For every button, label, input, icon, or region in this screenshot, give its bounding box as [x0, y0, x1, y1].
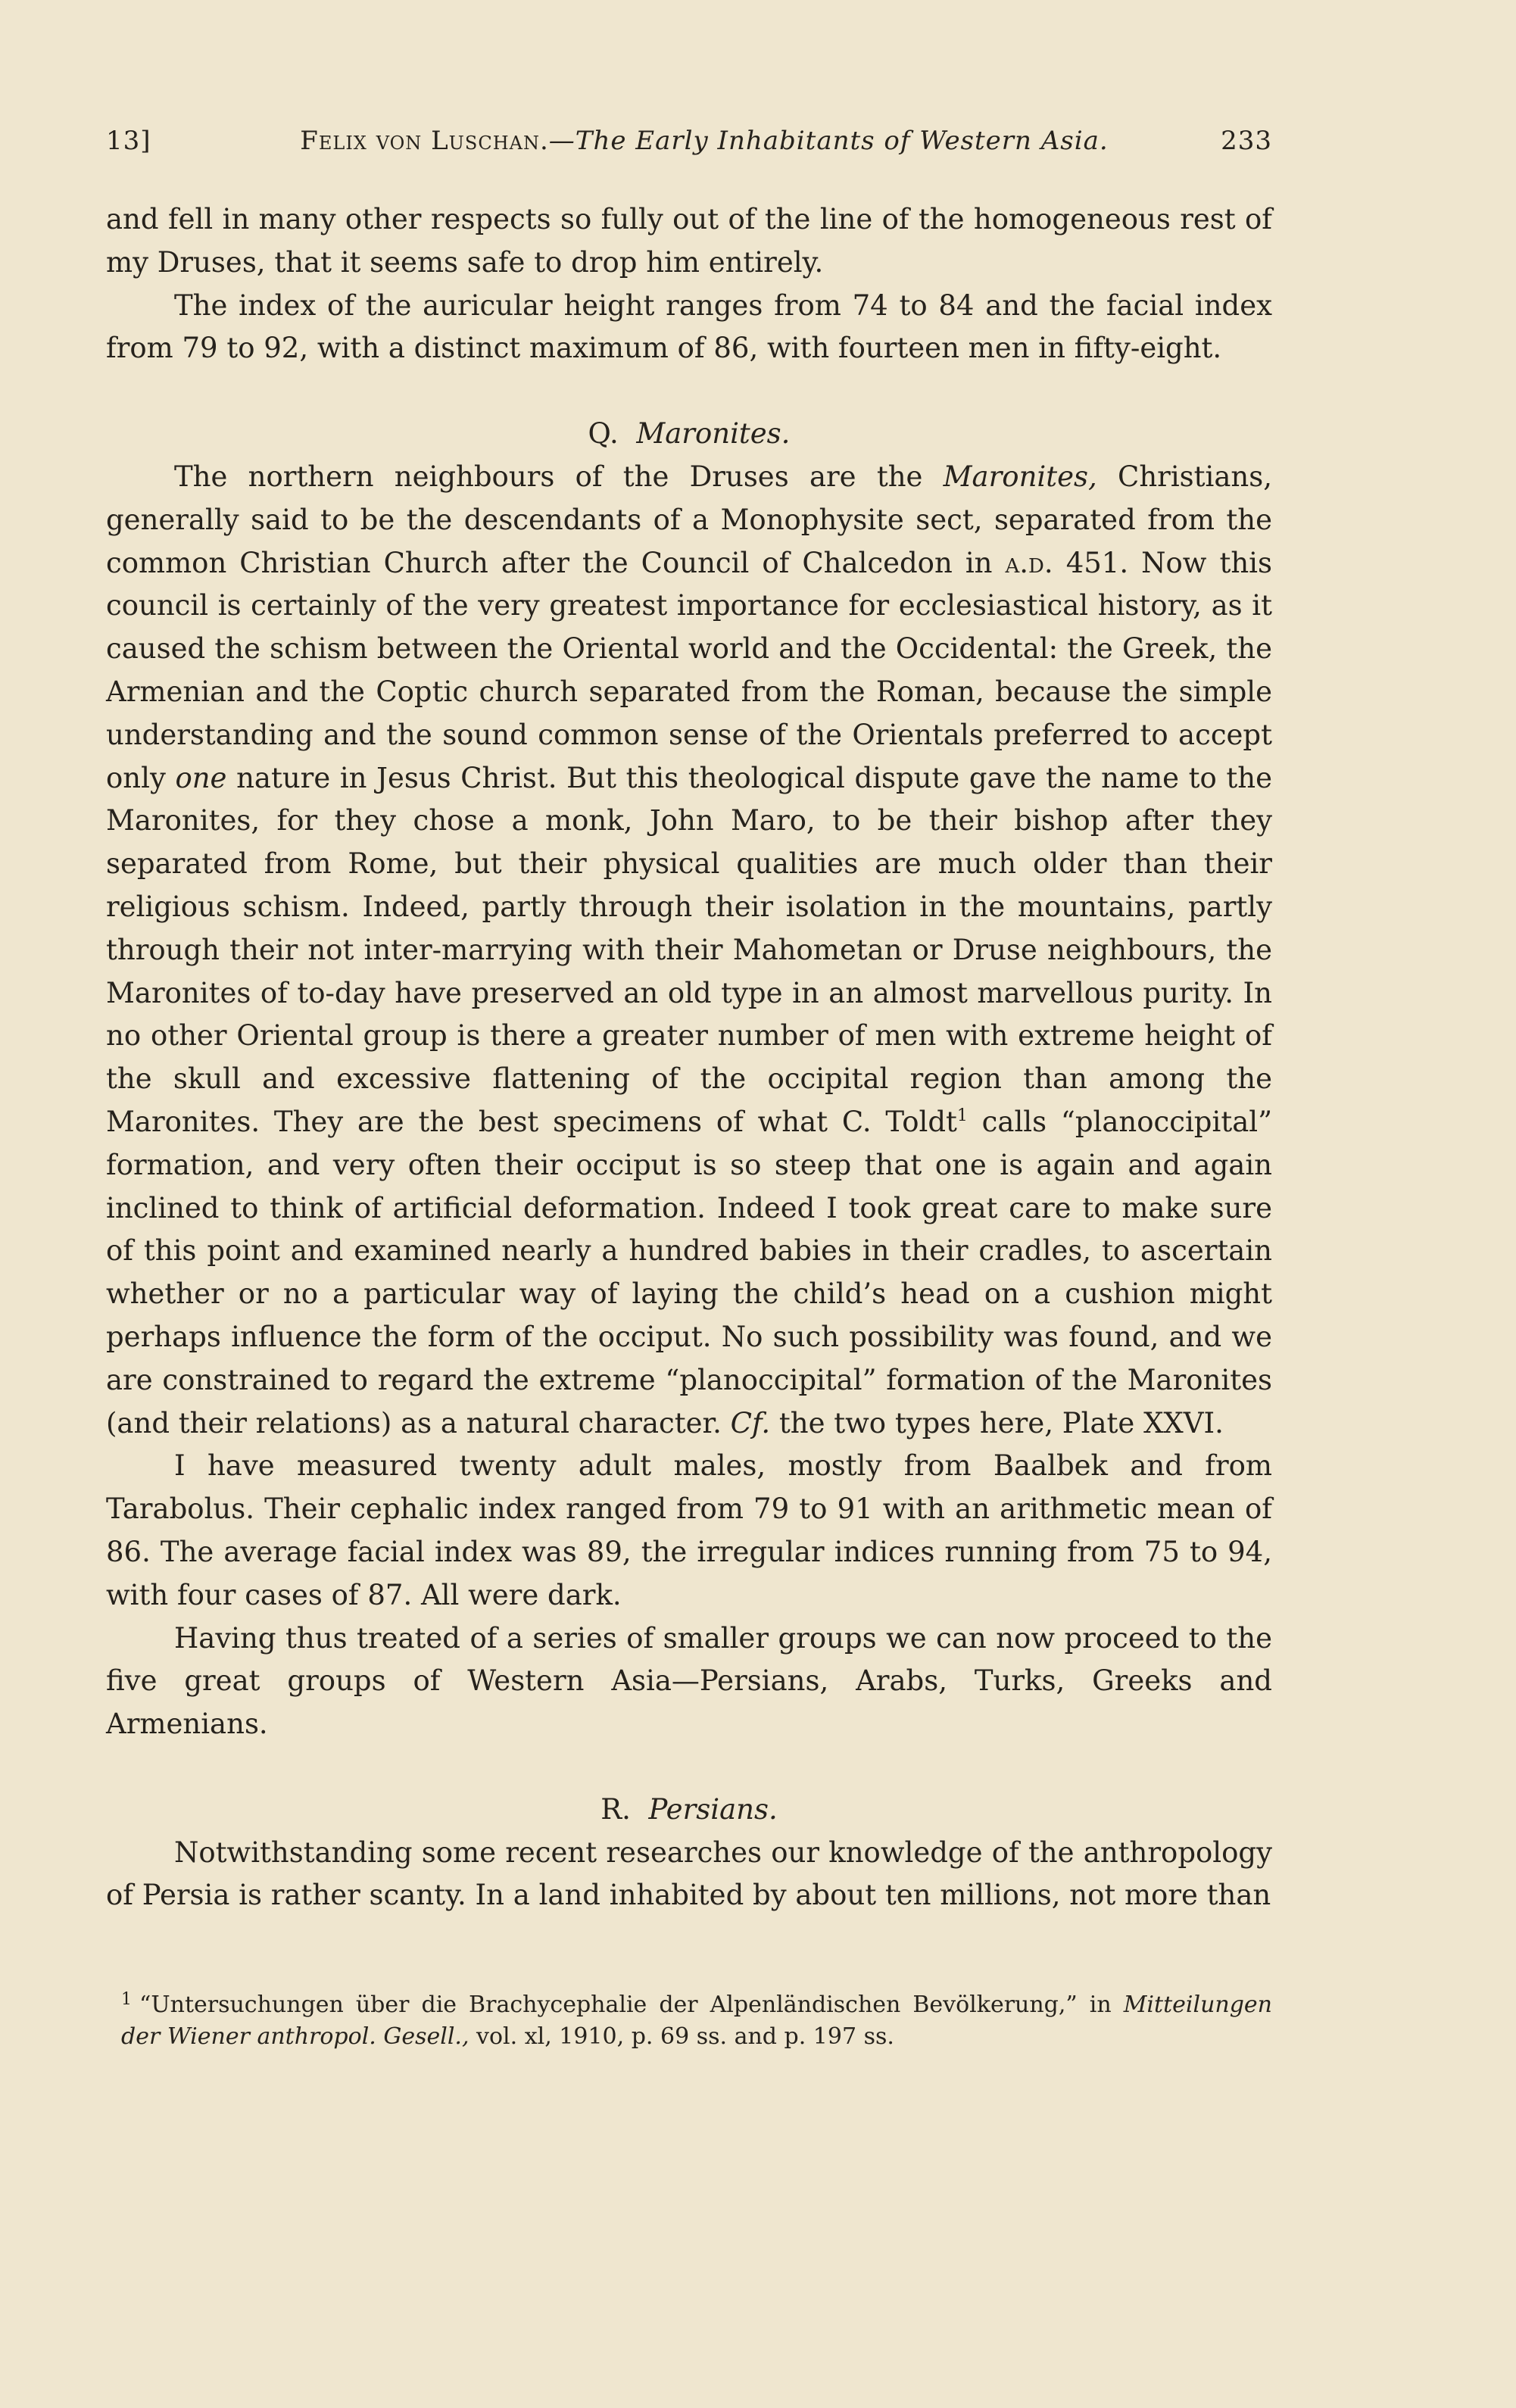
section-heading-persians [106, 1789, 1272, 1832]
body-text [106, 198, 1272, 1917]
running-title-work: —The Early Inhabitants of Western Asia. [548, 126, 1109, 156]
text-run: nature in Jesus Christ. But this theological dispute gave the name to the Maronites, for they chose a monk, John Maro, to be their bishop after they separated from Rome, but their physical qualities are much older than their religious schism. Indeed, partly through their isolation in the mountains, partly through their not inter-marrying with their Mahometan or Druse neighbours, the Maronites of to-day have preserved an old type in an almost marvellous purity. In no other Oriental group is there a greater number of men with extreme height of the skull and excessive flattening of the occipital region than among the Maronites. They are the best specimens of what C. Toldt [106, 761, 1272, 1138]
footnote-reference[interactable]: 1 [956, 1106, 968, 1125]
running-header [106, 121, 1272, 167]
footnote [121, 1984, 1272, 2053]
text-run: calls “planoccipital” formation, and very often their occiput is so steep that one is again and again inclined to think of artificial deformation. Indeed I took great care to make sure of this point and examined nearly a hundred babies in their cradles, to ascertain whether or no a particular way of laying the child’s head on a cushion might perhaps influence the form of the occiput. No such possibility was found, and we are constrained to regard the extreme “planoccipital” formation of the Maronites (and their relations) as a natural character. [106, 1105, 1272, 1439]
footnote-text-italic: Mitteilungen der Wiener anthropol. Gesell., [121, 1992, 1272, 2050]
running-title-author: Felix von Luschan. [300, 126, 549, 156]
text-run: The northern neighbours of the Druses are the [174, 460, 944, 493]
section-heading-maronites [106, 413, 1272, 456]
section-label: Maronites. [636, 417, 791, 451]
section-label: Persians. [648, 1792, 778, 1826]
paragraph-maronites [106, 456, 1272, 1445]
footnote-text: vol. xl, 1910, p. 69 ss. and p. 197 ss. [469, 2023, 894, 2050]
text-run: 451. Now this council is certainly of the very greatest importance for ecclesiastical history, as it caused the schism between the Oriental world and the Occidental: the Greek, the Armenian and the Coptic church separated from the Roman, because the simple understanding and the sound common sense of the Orientals preferred to accept only [106, 546, 1272, 794]
paragraph-persians: Notwithstanding some recent researches our knowledge of the anthropology of Persia is rather scanty. In a land inhabited by about ten millions, not more than [106, 1836, 1272, 1912]
text-run: Christians, generally said to be the descendants of a Monophysite sect, separated from the common Christian Church after the Council of Chalcedon in [106, 460, 1272, 579]
paragraph-transition: Having thus treated of a series of smaller groups we can now proceed to the five great groups of Western Asia—Persians, Arabs, Turks, Greeks and Armenians. [106, 1621, 1272, 1741]
spacer [106, 370, 1272, 413]
text-run-italic: one [175, 761, 227, 794]
signature-mark: 13] [106, 126, 151, 156]
section-letter: Q. [588, 417, 619, 451]
text-run-italic: Cf. [730, 1406, 771, 1439]
spacer [106, 1746, 1272, 1789]
section-letter: R. [600, 1792, 631, 1826]
text-run-italic: Maronites, [943, 460, 1097, 493]
footnote-number: 1 [121, 1990, 132, 2009]
paragraph-auricular-index: The index of the auricular height ranges from 74 to 84 and the facial index from 79 to 92, with a distinct maximum of 86, with fourteen men in fifty-eight. [106, 289, 1272, 365]
paragraph-continued: and fell in many other respects so fully out of the line of the homogeneous rest of my Druses, that it seems safe to drop him entirely. [106, 203, 1272, 279]
text-run: the two types here, Plate XXVI. [770, 1406, 1224, 1439]
footnote-text: “Untersuchungen über die Brachycephalie der Alpenländischen Bevölkerung,” in [139, 1992, 1124, 2018]
paragraph-measurements: I have measured twenty adult males, mostly from Baalbek and from Tarabolus. Their cephalic index ranged from 79 to 91 with an arithmetic mean of 86. The average facial index was 89, the irregular indices running from 75 to 94, with four cases of 87. All were dark. [106, 1449, 1272, 1611]
page-number: 233 [1221, 126, 1272, 156]
text-run-smallcaps: a.d. [1005, 546, 1053, 579]
running-title [227, 126, 1181, 156]
